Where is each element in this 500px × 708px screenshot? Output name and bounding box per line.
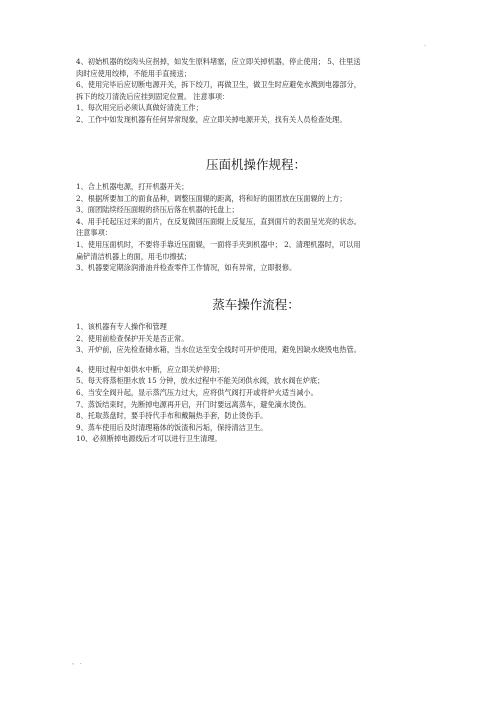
paragraph-gap [76,356,436,364]
intro-line: 2、工作中如发现机器有任何异常现象，应立即关掉电源开关，找有关人员检查处理。 [76,114,347,124]
press-line: 扁铲清洁机器上的面，用毛巾擦拭； [76,251,192,261]
press-line: 3、机器要定期涂润滑油并检查零件工作情况，如有异常，立即报修。 [76,263,297,273]
intro-line: 拆下的绞刀清洗后应挂到固定位置。 注意事项： [76,91,230,101]
intro-section [76,56,436,126]
steam-line: 2、使用前检查保护开关是否正常。 [76,333,189,343]
steam-line: 5、每天将蒸柜胆水放 15 分钟，放水过程中不能关闭供水阀，放水阀在炉底； [76,376,325,386]
steam-line: 9、蒸车使用后及时清理箱体的饭渣和污垢，保持清洁卫生。 [76,422,268,432]
intro-line: 1、每次用完后必须认真做好清洗工作； [76,103,203,113]
press-heading-block [76,157,436,173]
press-heading: 压面机操作规程： [205,157,306,172]
intro-line: 6、使用完毕后应切断电源开关，拆下绞刀，再做卫生，做卫生时应避免水溅到电器部分， [76,80,361,90]
page-mark-bottom: ， . [72,659,82,666]
steam-heading: 蒸车操作流程： [212,297,300,312]
steam-line: 3、开炉前，应先检查储水箱，当水位达至安全线时可开炉使用，避免因缺水烧毁电热管。 [76,345,361,355]
intro-line: 肉时应使用绞棒，不能用手直接送； [76,68,192,78]
steam-line: 6、当安全阀升起，显示蒸汽压力过大，应将供气阀打开或将炉火适当减小。 [76,387,318,397]
steam-line: 1、该机器有专人操作和管理 [76,322,167,331]
steam-heading-block [76,297,436,313]
press-line: 注意事项： [76,228,112,238]
press-line: 1、合上机器电源，打开机器开关； [76,182,189,191]
steam-line: 7、蒸饭结束时，先断掉电源再开启，开门时要远离蒸车，避免滴水烫伤。 [76,399,311,409]
steam-line: 8、托取蒸盘时，要手持代手布和戴隔热手套，防止烫伤手。 [76,411,268,421]
press-line: 3、面团陆续经压面辊的挤压后落在机器的托盘上； [76,205,239,215]
press-line: 2、根据所要加工的面食品种，调整压面辊的距离，将和好的面团放在压面辊的上方； [76,193,347,203]
press-line: 4、用手托起压过来的面片，在反复做回压面辊上反复压，直到面片的表面呈光亮的状态。 [76,216,361,226]
steam-section [76,321,436,445]
steam-line: 10、必须断掉电源线后才可以进行卫生清理。 [76,434,222,444]
intro-line: 4、初始机器的绞肉头应拐掉，如发生原料堵塞，应立即关掉机器，停止使用； 5、往里送 [76,57,361,66]
steam-line: 4、使用过程中如供水中断，应立即关炉停用； [76,364,225,374]
press-section [76,181,436,274]
page-mark-top: . [424,41,426,48]
press-line: 1、使用压面机时，不要将手靠近压面辊，一面将手夹到机器中； 2、清理机器时，可以用 [76,239,361,249]
